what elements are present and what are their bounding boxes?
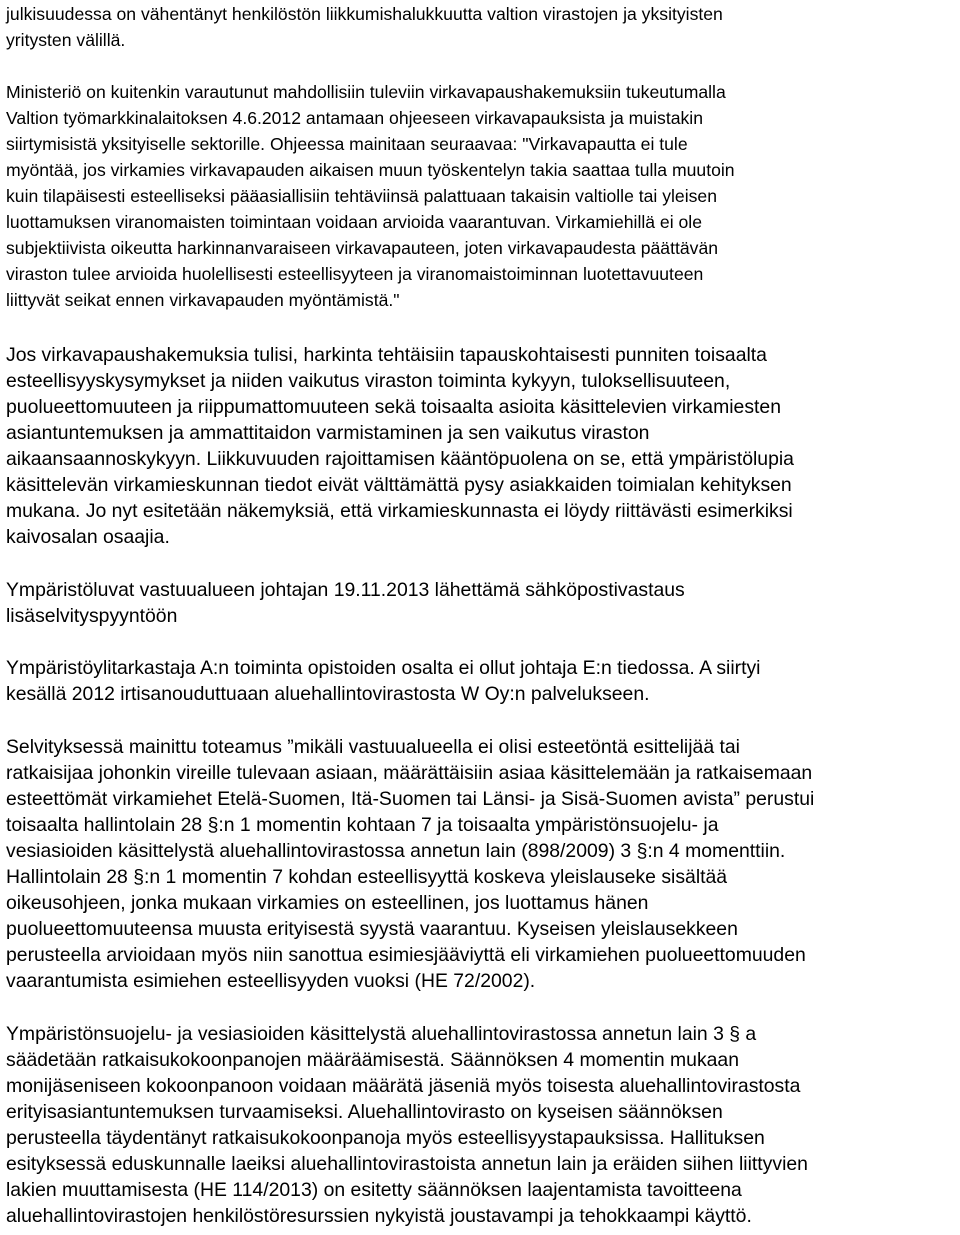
paragraph-line: Ympäristöluvat vastuualueen johtajan 19.11.2013 lähettämä sähköpostivastaus xyxy=(6,579,685,601)
paragraph-line: ratkaisijaa johonkin vireille tulevaan asiaan, määrättäisiin asiaa käsittelemään ja ratkaisemaan xyxy=(6,762,813,784)
paragraph-line: subjektiivista oikeutta harkinnanvaraiseen virkavapauteen, joten virkavapaudesta päättävän xyxy=(6,238,719,258)
paragraph-line: kuin tilapäisesti esteelliseksi pääasiallisiin tehtäviinsä palattuaan takaisin valtiolle tai yleisen xyxy=(6,186,717,206)
paragraph-line: julkisuudessa on vähentänyt henkilöstön liikkumishalukkuutta valtion virastojen ja yksityisten xyxy=(6,4,723,24)
paragraph-line: siirtymisistä yksityiselle sektorille. Ohjeessa mainitaan seuraavaa: "Virkavapautta ei tule xyxy=(6,134,688,154)
paragraph-line: esteellisyyskysymykset ja niiden vaikutus viraston toiminta kykyyn, tuloksellisuuteen, xyxy=(6,370,731,392)
paragraph-line: kaivosalan osaajia. xyxy=(6,526,170,548)
paragraph-line: puolueettomuuteen ja riippumattomuuteen sekä toisaalta asioita käsittelevien virkamiesten xyxy=(6,396,781,418)
paragraph-line: Jos virkavapaushakemuksia tulisi, harkinta tehtäisiin tapauskohtaisesti punniten toisaalta xyxy=(6,344,767,366)
paragraph-line: Ministeriö on kuitenkin varautunut mahdollisiin tuleviin virkavapaushakemuksiin tukeutumalla xyxy=(6,82,726,102)
paragraph-line: yritysten välillä. xyxy=(6,30,126,50)
paragraph-line: luottamuksen viranomaisten toimintaan voidaan arvioida vaarantuvan. Virkamiehillä ei ole xyxy=(6,212,702,232)
paragraph-line: liittyvät seikat ennen virkavapauden myöntämistä." xyxy=(6,290,400,310)
paragraph-line: Ympäristöylitarkastaja A:n toiminta opistoiden osalta ei ollut johtaja E:n tiedossa. A siirtyi xyxy=(6,657,761,679)
paragraph-line: aikaansaannoskykyyn. Liikkuvuuden rajoittamisen kääntöpuolena on se, että ympäristölupia xyxy=(6,448,794,470)
paragraph-line: puolueettomuuteensa muusta erityisestä syystä vaarantuu. Kyseisen yleislausekkeen xyxy=(6,918,738,940)
paragraph-line: perusteella arvioidaan myös niin sanottua esimiesjääviyttä eli virkamiehen puolueettomuuden xyxy=(6,944,806,966)
paragraph-line: monijäseniseen kokoonpanoon voidaan määrätä jäseniä myös toisesta aluehallintovirastosta xyxy=(6,1075,801,1097)
paragraph-line: aluehallintovirastojen henkilöstöresurssien nykyistä joustavampi ja tehokkaampi käyttö. xyxy=(6,1205,752,1227)
paragraph-line: vesiasioiden käsittelystä aluehallintovirastossa annetun lain (898/2009) 3 §:n 4 momenttiin. xyxy=(6,840,786,862)
paragraph-line: toisaalta hallintolain 28 §:n 1 momentin kohtaan 7 ja toisaalta ympäristönsuojelu- ja xyxy=(6,814,719,836)
paragraph-line: kesällä 2012 irtisanouduttuaan aluehallintovirastosta W Oy:n palvelukseen. xyxy=(6,683,650,705)
paragraph-line: vaarantumista esimiehen esteellisyyden vuoksi (HE 72/2002). xyxy=(6,970,536,992)
paragraph-line: säädetään ratkaisukokoonpanojen määräämisestä. Säännöksen 4 momentin mukaan xyxy=(6,1049,739,1071)
paragraph-line: esteettömät virkamiehet Etelä-Suomen, Itä-Suomen tai Länsi- ja Sisä-Suomen avista” perustui xyxy=(6,788,815,810)
paragraph-line: Selvityksessä mainittu toteamus ”mikäli vastuualueella ei olisi esteetöntä esittelijää tai xyxy=(6,736,740,758)
paragraph-line: oikeusohjeen, jonka mukaan virkamies on esteellinen, jos luottamus hänen xyxy=(6,892,649,914)
paragraph-line: käsittelevän virkamieskunnan tiedot eivät välttämättä pysy asiakkaiden toimialan kehityksen xyxy=(6,474,792,496)
paragraph-line: Ympäristönsuojelu- ja vesiasioiden käsittelystä aluehallintovirastossa annetun lain 3 § a xyxy=(6,1023,757,1045)
paragraph-line: Hallintolain 28 §:n 1 momentin 7 kohdan esteellisyyttä koskeva yleislauseke sisältää xyxy=(6,866,728,888)
paragraph-line: asiantuntemuksen ja ammattitaidon varmistaminen ja sen vaikutus viraston xyxy=(6,422,650,444)
paragraph-line: viraston tulee arvioida huolellisesti esteellisyyteen ja viranomaistoiminnan luotettavuuteen xyxy=(6,264,704,284)
paragraph-line: lisäselvityspyyntöön xyxy=(6,605,178,627)
paragraph-line: esityksessä eduskunnalle laeiksi aluehallintovirastoista annetun lain ja eräiden siihen liittyvien xyxy=(6,1153,808,1175)
paragraph-line: myöntää, jos virkamies virkavapauden aikaisen muun työskentelyn takia saattaa tulla muutoin xyxy=(6,160,735,180)
paragraph-line: perusteella täydentänyt ratkaisukokoonpanoja myös esteellisyystapauksissa. Hallituksen xyxy=(6,1127,765,1149)
paragraph-line: mukana. Jo nyt esitetään näkemyksiä, että virkamieskunnasta ei löydy riittävästi esimerkiksi xyxy=(6,500,793,522)
paragraph-line: Valtion työmarkkinalaitoksen 4.6.2012 antamaan ohjeeseen virkavapauksista ja muistakin xyxy=(6,108,703,128)
paragraph-line: erityisasiantuntemuksen turvaamiseksi. Aluehallintovirasto on kyseisen säännöksen xyxy=(6,1101,723,1123)
paragraph-line: lakien muuttamisesta (HE 114/2013) on esitetty säännöksen laajentamista tavoitteena xyxy=(6,1179,742,1201)
